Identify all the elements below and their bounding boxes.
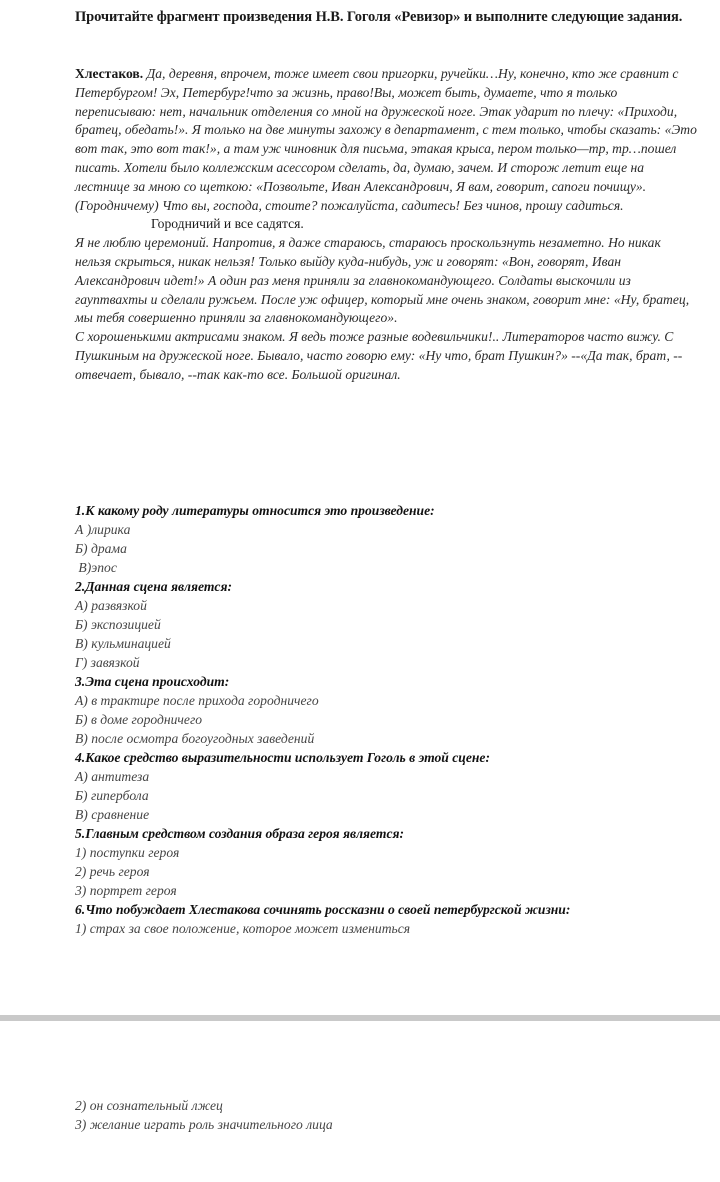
stage-direction: Городничий и все садятся. [151, 216, 304, 232]
question-3 [75, 672, 700, 748]
answer-option: Б) гипербола [75, 788, 149, 803]
answer-option: А) развязкой [75, 598, 147, 613]
answer-option: А) в трактире после прихода городничего [75, 693, 319, 708]
question-1 [75, 501, 700, 577]
passage-paragraph-2: Я не люблю церемоний. Напротив, я даже стараюсь, стараюсь проскользнуть незаметно. Но никак нельзя скрыться, никак нельзя! Только выйду куда-нибудь, уж и говорят: «Вон, говорят, Иван Александрович идет!» А один раз меня приняли за главнокомандующего. Солдаты выскочили из гауптвахты и сделали ружьем. После уж офицер, который мне очень знаком, говорит мне: «Ну, братец, мы тебя совершенно приняли за главнокомандующего». [75, 235, 690, 326]
question-title: 3.Эта сцена происходит: [75, 674, 230, 689]
passage-text-1: Да, деревня, впрочем, тоже имеет свои пригорки, ручейки…Ну, конечно, кто же сравнит с Петербургом! Эх, Петербург!что за жизнь, право!Вы, может быть, думаете, что я только переписываю: нет, начальник отделения со мной на дружеской ноге. Этак ударит по плечу: «Приходи, братец, обедать!». Я только на две минуты захожу в департамент, с тем только, чтобы сказать: «Это вот так, это вот так!», а там уж чиновник для письма, этакая крыса, пером только—тр, тр…пошел писать. Хотели было коллежским асессором сделать, да, думаю, зачем. И сторож летит еще на лестнице за мною со щеткою: «Позвольте, Иван Александрович, Я вам, говорит, сапоги почищу». (Городничему) Что вы, господа, стоите? пожалуйста, садитесь! Без чинов, прошу садиться. [75, 66, 697, 213]
answer-option: А) антитеза [75, 769, 150, 784]
question-title: 6.Что побуждает Хлестакова сочинять россказни о своей петербургской жизни: [75, 902, 571, 917]
questions-list [75, 501, 700, 938]
passage-paragraph-1 [75, 65, 700, 215]
question-2 [75, 577, 700, 672]
answer-option: В) сравнение [75, 807, 150, 822]
answer-option: 1) поступки героя [75, 845, 180, 860]
answer-option: 2) он сознательный лжец [75, 1098, 223, 1113]
speaker-name: Хлестаков. [75, 66, 144, 81]
task-heading: Прочитайте фрагмент произведения Н.В. Гоголя «Ревизор» и выполните следующие задания. [75, 9, 683, 25]
question-6 [75, 900, 700, 938]
answer-option: 3) портрет героя [75, 883, 177, 898]
question-title: 4.Какое средство выразительности использует Гоголь в этой сцене: [75, 750, 490, 765]
answer-option: В) после осмотра богоугодных заведений [75, 731, 315, 746]
text-fragment [75, 65, 700, 385]
question-title: 5.Главным средством создания образа героя является: [75, 826, 405, 841]
answer-option: 3) желание играть роль значительного лица [75, 1117, 333, 1132]
answer-option: Б) экспозицией [75, 617, 161, 632]
answer-option: Б) драма [75, 541, 127, 556]
answer-option: 1) страх за свое положение, которое может измениться [75, 921, 411, 936]
page-divider [0, 1015, 720, 1021]
answer-option: В) кульминацией [75, 636, 171, 651]
question-title: 2.Данная сцена является: [75, 579, 232, 594]
question-4 [75, 748, 700, 824]
answer-option: Б) в доме городничего [75, 712, 203, 727]
answer-option: В)эпос [75, 560, 117, 575]
answer-option: 2) речь героя [75, 864, 150, 879]
question-5 [75, 824, 700, 900]
question-title: 1.К какому роду литературы относится это произведение: [75, 503, 435, 518]
answer-option: А )лирика [75, 522, 131, 537]
passage-paragraph-3: С хорошенькими актрисами знаком. Я ведь тоже разные водевильчики!.. Литераторов часто вижу. С Пушкиным на дружеской ноге. Бывало, часто говорю ему: «Ну что, брат Пушкин?» --«Да так, брат, --отвечает, бывало, --так как-то все. Большой оригинал. [75, 329, 683, 382]
answer-option: Г) завязкой [75, 655, 140, 670]
continued-options [75, 1096, 700, 1134]
